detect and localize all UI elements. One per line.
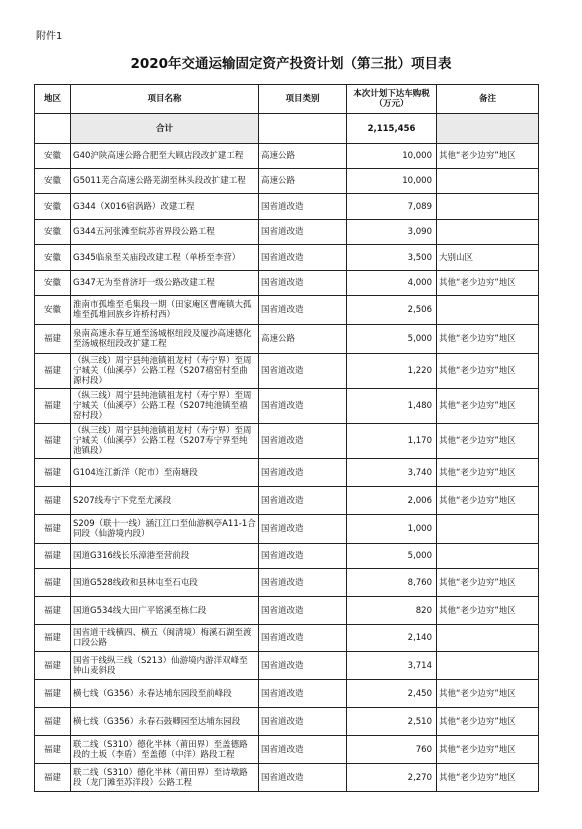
region-cell: 安徽 [35,271,71,296]
table-row [35,736,539,764]
region-cell: 安徽 [35,220,71,245]
amount-cell: 3,714 [347,652,437,680]
project-type-cell: 国省道改造 [259,389,347,424]
table-row [35,625,539,652]
amount-cell: 1,480 [347,389,437,424]
note-cell [437,544,539,569]
note-cell: 其他“老少边穷”地区 [437,680,539,708]
project-type-cell: 国省道改造 [259,424,347,459]
project-type-cell: 国省道改造 [259,652,347,680]
total-note-cell [437,114,539,144]
project-name-cell: G5011芜合高速公路芜湖至林头段改扩建工程 [71,169,259,194]
project-type-cell: 国省道改造 [259,459,347,487]
table-row [35,652,539,680]
project-name-cell: 国道G534线大田广平铭溪至栋仁段 [71,597,259,625]
project-type-cell: 国省道改造 [259,515,347,544]
note-cell: 其他“老少边穷”地区 [437,389,539,424]
total-type-cell [259,114,347,144]
region-cell: 福建 [35,625,71,652]
project-type-cell: 国省道改造 [259,245,347,271]
project-type-cell: 国省道改造 [259,194,347,220]
note-cell: 其他“老少边穷”地区 [437,764,539,792]
region-cell: 福建 [35,515,71,544]
project-name-cell: G104连江新洋（陀市）至南塘段 [71,459,259,487]
header-amount: 本次计划下达车购税（万元） [347,85,437,114]
note-cell: 其他“老少边穷”地区 [437,708,539,736]
amount-cell: 5,000 [347,325,437,354]
total-amount: 2,115,456 [347,114,437,144]
table-row [35,708,539,736]
header-name: 项目名称 [71,85,259,114]
note-cell: 大别山区 [437,245,539,271]
project-type-cell: 国省道改造 [259,736,347,764]
amount-cell: 4,000 [347,271,437,296]
project-name-cell: 国道G316线长乐漳港至营前段 [71,544,259,569]
project-name-cell: 国道G528线政和县林屯至石屯段 [71,569,259,597]
region-cell: 福建 [35,708,71,736]
amount-cell: 7,089 [347,194,437,220]
table-row [35,354,539,389]
amount-cell: 3,500 [347,245,437,271]
note-cell: 其他“老少边穷”地区 [437,736,539,764]
project-type-cell: 国省道改造 [259,625,347,652]
project-name-cell: S209（联十一线）涵江江口至仙游枫亭A11-1合同段（仙游境内段） [71,515,259,544]
region-cell: 安徽 [35,144,71,169]
table-row [35,296,539,325]
amount-cell: 1,170 [347,424,437,459]
table-row [35,245,539,271]
project-table [34,84,539,792]
note-cell: 其他“老少边穷”地区 [437,487,539,515]
table-row [35,764,539,792]
amount-cell: 2,506 [347,296,437,325]
project-type-cell: 高速公路 [259,169,347,194]
note-cell [437,515,539,544]
project-type-cell: 高速公路 [259,144,347,169]
project-name-cell: 横七线（G356）永春达埔东园段至前峰段 [71,680,259,708]
table-row [35,487,539,515]
amount-cell: 2,140 [347,625,437,652]
amount-cell: 2,270 [347,764,437,792]
note-cell [437,296,539,325]
project-type-cell: 国省道改造 [259,544,347,569]
project-type-cell: 国省道改造 [259,680,347,708]
amount-cell: 1,220 [347,354,437,389]
region-cell: 福建 [35,597,71,625]
region-cell: 福建 [35,354,71,389]
amount-cell: 2,450 [347,680,437,708]
region-cell: 福建 [35,459,71,487]
project-name-cell: （纵三线）周宁县纯池镇祖龙村（寿宁界）至周宁城关（仙溪亭）公路工程（S207寿宁界至纯池镇段） [71,424,259,459]
region-cell: 福建 [35,325,71,354]
header-note: 备注 [437,85,539,114]
amount-cell: 820 [347,597,437,625]
total-label: 合计 [71,114,259,144]
project-name-cell: S207线寿宁下党至尤溪段 [71,487,259,515]
amount-cell: 10,000 [347,144,437,169]
project-name-cell: 国省干线纵三线（S213）仙游境内游洋双峰至钟山麦斜段 [71,652,259,680]
note-cell [437,220,539,245]
region-cell: 安徽 [35,245,71,271]
note-cell [437,169,539,194]
region-cell: 安徽 [35,296,71,325]
note-cell: 其他“老少边穷”地区 [437,144,539,169]
note-cell: 其他“老少边穷”地区 [437,424,539,459]
project-name-cell: 联二线（S310）德化半林（莆田界）至诗墩路段（龙门滩至苏洋段）公路工程 [71,764,259,792]
table-row [35,220,539,245]
amount-cell: 1,000 [347,515,437,544]
note-cell: 其他“老少边穷”地区 [437,569,539,597]
note-cell: 其他“老少边穷”地区 [437,271,539,296]
table-row [35,194,539,220]
region-cell: 福建 [35,652,71,680]
region-cell: 福建 [35,544,71,569]
table-row [35,597,539,625]
project-type-cell: 国省道改造 [259,597,347,625]
amount-cell: 5,000 [347,544,437,569]
project-type-cell: 国省道改造 [259,354,347,389]
total-region-cell [35,114,71,144]
header-region: 地区 [35,85,71,114]
amount-cell: 3,740 [347,459,437,487]
project-name-cell: （纵三线）周宁县纯池镇祖龙村（寿宁界）至周宁城关（仙溪亭）公路工程（S207纯池镇至禧窑村段） [71,389,259,424]
region-cell: 安徽 [35,169,71,194]
annex-label: 附件1 [36,31,63,42]
project-type-cell: 国省道改造 [259,487,347,515]
region-cell: 福建 [35,389,71,424]
table-row [35,459,539,487]
amount-cell: 10,000 [347,169,437,194]
table-row [35,544,539,569]
total-row [35,114,539,144]
amount-cell: 2,510 [347,708,437,736]
note-cell [437,652,539,680]
project-name-cell: G345临泉至关庙段改建工程（单桥至李营） [71,245,259,271]
amount-cell: 2,006 [347,487,437,515]
project-type-cell: 国省道改造 [259,220,347,245]
project-type-cell: 国省道改造 [259,708,347,736]
table-header-row [35,85,539,114]
project-type-cell: 高速公路 [259,325,347,354]
table-row [35,325,539,354]
project-type-cell: 国省道改造 [259,271,347,296]
region-cell: 福建 [35,569,71,597]
table-row [35,569,539,597]
project-type-cell: 国省道改造 [259,296,347,325]
project-name-cell: G344（X016宿涡路）改建工程 [71,194,259,220]
project-name-cell: G40沪陕高速公路合肥至大顾店段改扩建工程 [71,144,259,169]
region-cell: 福建 [35,764,71,792]
region-cell: 福建 [35,736,71,764]
region-cell: 福建 [35,680,71,708]
note-cell [437,625,539,652]
table-row [35,424,539,459]
project-name-cell: 淮南市孤堆至毛集段一期（田家庵区曹庵镇大孤堆至孤堆回族乡许桥村西） [71,296,259,325]
note-cell [437,194,539,220]
project-name-cell: 横七线（G356）永春石鼓卿园至达埔东园段 [71,708,259,736]
project-name-cell: （纵三线）周宁县纯池镇祖龙村（寿宁界）至周宁城关（仙溪亭）公路工程（S207禧窑村至曲源村段） [71,354,259,389]
table-row [35,515,539,544]
table-row [35,144,539,169]
note-cell: 其他“老少边穷”地区 [437,354,539,389]
page-title: 2020年交通运输固定资产投资计划（第三批）项目表 [130,56,452,72]
project-name-cell: G344五河张滩至皖苏省界段公路工程 [71,220,259,245]
table-row [35,271,539,296]
note-cell: 其他“老少边穷”地区 [437,597,539,625]
amount-cell: 760 [347,736,437,764]
region-cell: 福建 [35,424,71,459]
note-cell: 其他“老少边穷”地区 [437,459,539,487]
region-cell: 安徽 [35,194,71,220]
region-cell: 福建 [35,487,71,515]
note-cell: 其他“老少边穷”地区 [437,325,539,354]
header-type: 项目类别 [259,85,347,114]
project-name-cell: 泉南高速永春互通至汤城枢纽段及厦沙高速德化至汤城枢纽段改扩建工程 [71,325,259,354]
project-name-cell: 国省道干线横四、横五（闽清境）梅溪石湖至渡口段公路 [71,625,259,652]
amount-cell: 8,760 [347,569,437,597]
table-row [35,389,539,424]
amount-cell: 3,090 [347,220,437,245]
project-type-cell: 国省道改造 [259,569,347,597]
table-row [35,169,539,194]
project-name-cell: G347无为至普济圩一级公路改建工程 [71,271,259,296]
project-type-cell: 国省道改造 [259,764,347,792]
table-row [35,680,539,708]
project-name-cell: 联二线（S310）德化半林（莆田界）至盖德路段的土坂（李盾）至盖德（中洋）路段工程 [71,736,259,764]
